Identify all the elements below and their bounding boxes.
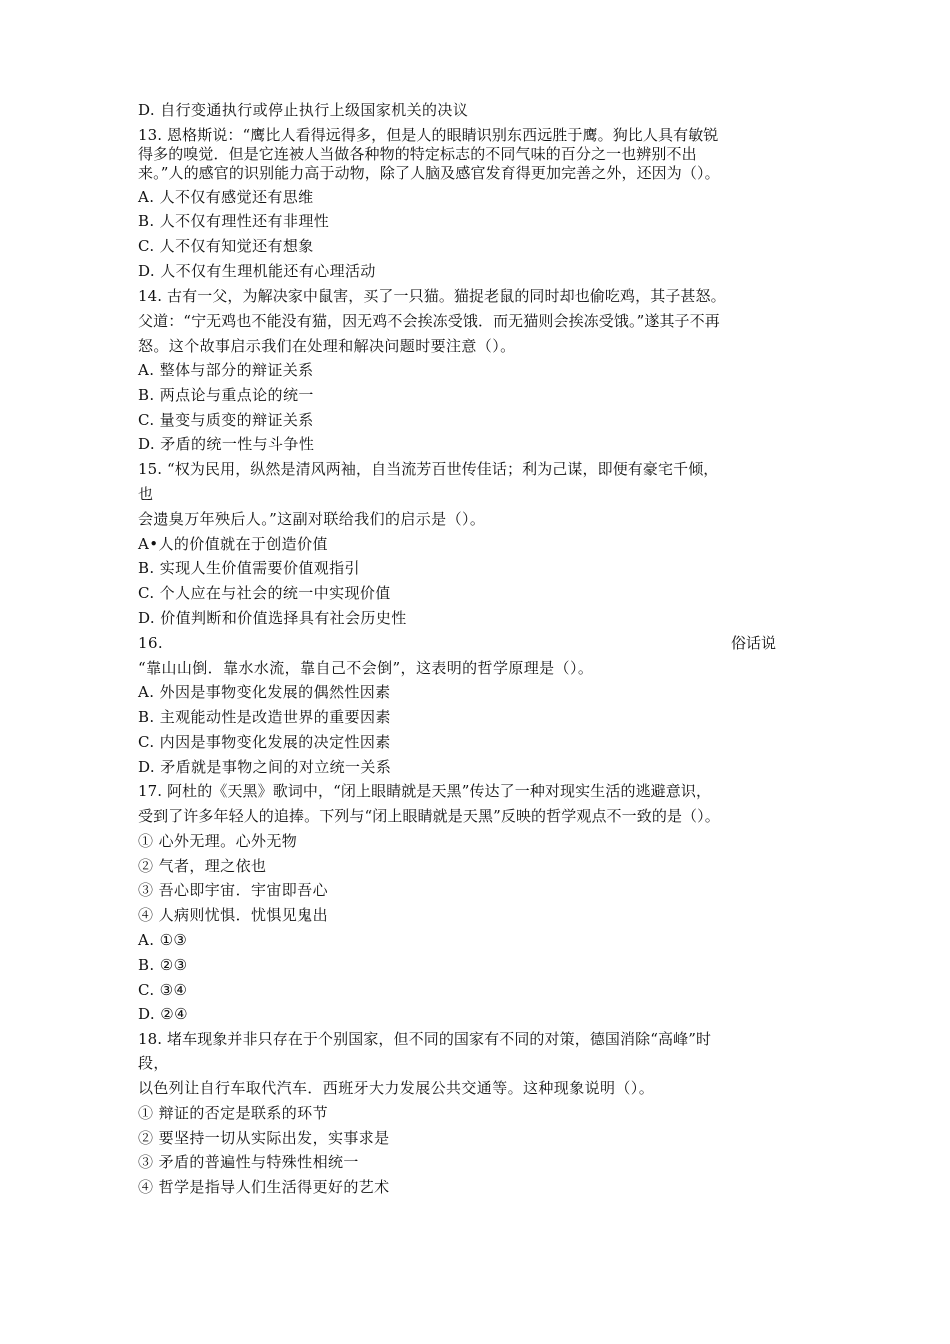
statement-line: ③ 矛盾的普遍性与特殊性相统一: [138, 1153, 359, 1171]
option-line: D. ②④: [138, 1005, 188, 1023]
option-line: C. 人不仅有知觉还有想象: [138, 237, 314, 255]
option-line: B. 人不仅有理性还有非理性: [138, 212, 330, 230]
question-number: 16.: [138, 634, 164, 652]
text-line: 受到了许多年轻人的追捧。下列与“闭上眼睛就是天黑”反映的哲学观点不一致的是（）。: [138, 807, 720, 825]
option-line: A•人的价值就在于创造价值: [138, 535, 328, 553]
option-line: D. 人不仅有生理机能还有心理活动: [138, 262, 376, 280]
option-line: B. 主观能动性是改造世界的重要因素: [138, 708, 391, 726]
text-line: 来。”人的感官的识别能力高于动物，除了人脑及感官发育得更加完善之外，还因为（）。: [138, 164, 720, 182]
text-line: 17. 阿杜的《天黑》歌词中，“闭上眼睛就是天黑”传达了一种对现实生活的逃避意识，: [138, 782, 712, 800]
option-line: B. 两点论与重点论的统一: [138, 386, 314, 404]
text-line: 也: [138, 485, 154, 503]
option-line: D. 价值判断和价值选择具有社会历史性: [138, 609, 407, 627]
statement-line: ① 心外无理。心外无物: [138, 832, 298, 850]
statement-line: ③ 吾心即宇宙．宇宙即吾心: [138, 881, 328, 899]
option-line: C. 内因是事物变化发展的决定性因素: [138, 733, 391, 751]
text-line: “靠山山倒．靠水水流，靠自己不会倒”，这表明的哲学原理是（）。: [138, 659, 594, 677]
text-line: 怒。这个故事启示我们在处理和解决问题时要注意（）。: [138, 337, 516, 355]
text-line: D. 自行变通执行或停止执行上级国家机关的决议: [138, 101, 469, 119]
text-line: 父道：“宁无鸡也不能没有猫，因无鸡不会挨冻受饿．而无猫则会挨冻受饿。”遂其子不再: [138, 312, 720, 330]
statement-line: ② 气者，理之依也: [138, 857, 267, 875]
statement-line: ④ 人病则忧惧．忧惧见鬼出: [138, 906, 328, 924]
statement-line: ④ 哲学是指导人们生活得更好的艺术: [138, 1178, 390, 1196]
text-line: 15. “权为民用，纵然是清风两袖，自当流芳百世传佳话；利为己谋，即便有豪宅千倾，: [138, 460, 719, 478]
option-line: C. 量变与质变的辩证关系: [138, 411, 314, 429]
option-line: C. ③④: [138, 981, 188, 999]
option-line: B. 实现人生价值需要价值观指引: [138, 559, 360, 577]
text-line: 14. 古有一父，为解决家中鼠害，买了一只猫。猫捉老鼠的同时却也偷吃鸡，其子甚怒。: [138, 287, 726, 305]
option-line: A. 整体与部分的辩证关系: [138, 361, 314, 379]
option-line: D. 矛盾的统一性与斗争性: [138, 435, 315, 453]
text-line: 18. 堵车现象并非只存在于个别国家，但不同的国家有不同的对策，德国消除“高峰”时: [138, 1030, 712, 1048]
option-line: C. 个人应在与社会的统一中实现价值: [138, 584, 391, 602]
option-line: B. ②③: [138, 956, 188, 974]
statement-line: ② 要坚持一切从实际出发，实事求是: [138, 1129, 390, 1147]
option-line: D. 矛盾就是事物之间的对立统一关系: [138, 758, 392, 776]
option-line: A. 外因是事物变化发展的偶然性因素: [138, 683, 391, 701]
text-line: 段，: [138, 1054, 169, 1072]
statement-line: ① 辩证的否定是联系的环节: [138, 1104, 328, 1122]
option-line: A. 人不仅有感觉还有思维: [138, 188, 314, 206]
text-line: 得多的嗅觉．但是它连被人当做各种物的特定标志的不同气味的百分之一也辨别不出: [138, 145, 697, 163]
option-line: A. ①③: [138, 931, 188, 949]
text-line: 13. 恩格斯说：“鹰比人看得远得多，但是人的眼睛识别东西远胜于鹰。狗比人具有敏锐: [138, 126, 719, 144]
text-line: 会遗臭万年殃后人。”这副对联给我们的启示是（）。: [138, 510, 486, 528]
question-16-fragment: 俗话说: [731, 634, 777, 652]
text-line: 以色列让自行车取代汽车．西班牙大力发展公共交通等。这种现象说明（）。: [138, 1079, 655, 1097]
